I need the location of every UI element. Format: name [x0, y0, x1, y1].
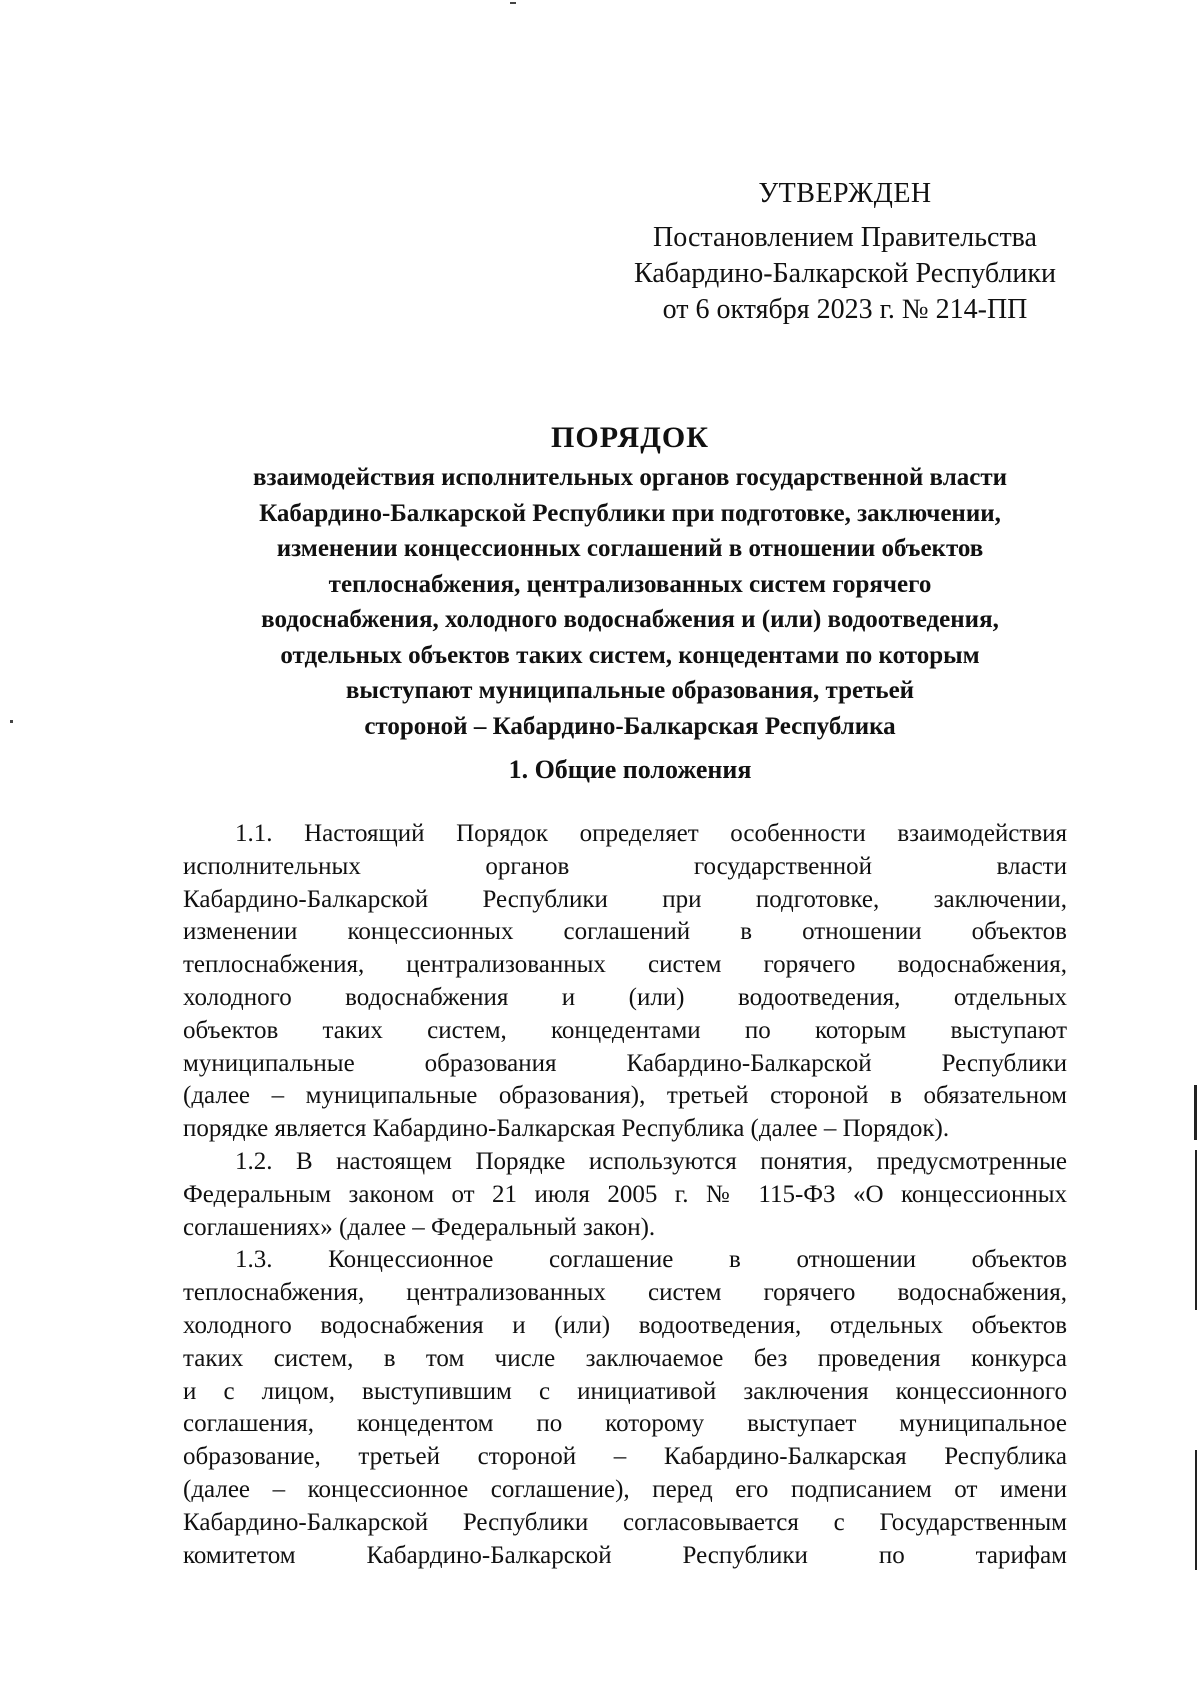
- paragraph-1-1: [183, 818, 1067, 1146]
- text-line: исполнительных органов государственной власти: [183, 852, 1067, 880]
- text-line: таких систем, в том числе заключаемое без проведения конкурса: [183, 1344, 1067, 1372]
- document-subtitle-line: теплоснабжения, централизованных систем горячего: [328, 570, 932, 598]
- text-line: Кабардино-Балкарской Республики при подготовке, заключении,: [183, 885, 1067, 913]
- document-subtitle-line: Кабардино-Балкарской Республики при подготовке, заключении,: [259, 499, 1001, 527]
- text-line: Кабардино-Балкарской Республики согласовывается с Государственным: [183, 1508, 1067, 1536]
- text-line: 1.3. Концессионное соглашение в отношении объектов: [235, 1246, 1067, 1274]
- text-line: муниципальные образования Кабардино-Балкарской Республики: [183, 1049, 1067, 1077]
- text-line: соглашения, концедентом по которому выступает муниципальное: [183, 1410, 1067, 1438]
- text-line: объектов таких систем, концедентами по которым выступают: [183, 1016, 1067, 1044]
- text-line: 1.2. В настоящем Порядке используются понятия, предусмотренные: [235, 1147, 1067, 1175]
- text-line: теплоснабжения, централизованных систем горячего водоснабжения,: [183, 1279, 1067, 1307]
- body-text: [183, 818, 1067, 1572]
- text-line: холодного водоснабжения и (или) водоотведения, отдельных: [183, 983, 1067, 1011]
- text-line: теплоснабжения, централизованных систем горячего водоснабжения,: [183, 951, 1067, 979]
- scan-artifact: [1195, 1450, 1197, 1570]
- text-line: (далее – концессионное соглашение), перед его подписанием от имени: [183, 1475, 1067, 1503]
- text-line: (далее – муниципальные образования), третьей стороной в обязательном: [183, 1082, 1067, 1110]
- text-line: и с лицом, выступившим с инициативой заключения концессионного: [183, 1377, 1067, 1405]
- scan-artifact: [10, 720, 13, 723]
- document-subtitle-line: взаимодействия исполнительных органов государственной власти: [252, 464, 1008, 491]
- document-subtitle-line: выступают муниципальные образования, третьей: [345, 677, 915, 704]
- text-line: Федеральным законом от 21 июля 2005 г. № 115-ФЗ «О концессионных: [183, 1180, 1067, 1208]
- approval-label: УТВЕРЖДЕН: [758, 178, 932, 209]
- document-subtitle-line: отдельных объектов таких систем, концедентами по которым: [280, 641, 980, 669]
- scan-artifact: [510, 2, 516, 4]
- text-line: изменении концессионных соглашений в отношении объектов: [183, 918, 1067, 946]
- scan-artifact: [1194, 1085, 1197, 1140]
- approval-block: [620, 176, 1070, 328]
- document-title: ПОРЯДОК: [551, 421, 709, 454]
- text-line: образование, третьей стороной – Кабардино-Балкарская Республика: [183, 1443, 1067, 1471]
- text-line: 1.1. Настоящий Порядок определяет особенности взаимодействия: [235, 820, 1067, 847]
- document-subtitle-line: стороной – Кабардино-Балкарская Республика: [364, 712, 896, 740]
- document-subtitle-line: водоснабжения, холодного водоснабжения и (или) водоотведения,: [261, 606, 999, 633]
- section-heading: 1. Общие положения: [508, 755, 752, 784]
- document-title-block: [160, 418, 1100, 744]
- scan-artifact: [1195, 1150, 1197, 1310]
- text-line: соглашениях» (далее – Федеральный закон).: [183, 1213, 656, 1241]
- document-subtitle-line: изменении концессионных соглашений в отношении объектов: [276, 535, 984, 562]
- text-line: холодного водоснабжения и (или) водоотведения, отдельных объектов: [183, 1311, 1067, 1339]
- approval-line: от 6 октября 2023 г. № 214-ПП: [662, 294, 1028, 325]
- approval-line: Кабардино-Балкарской Республики: [634, 258, 1056, 289]
- approval-line: Постановлением Правительства: [653, 222, 1037, 253]
- paragraph-1-3: [183, 1244, 1067, 1572]
- text-line: комитетом Кабардино-Балкарской Республики по тарифам: [183, 1541, 1067, 1569]
- text-line: порядке является Кабардино-Балкарская Республика (далее – Порядок).: [183, 1115, 950, 1143]
- paragraph-1-2: [183, 1146, 1067, 1244]
